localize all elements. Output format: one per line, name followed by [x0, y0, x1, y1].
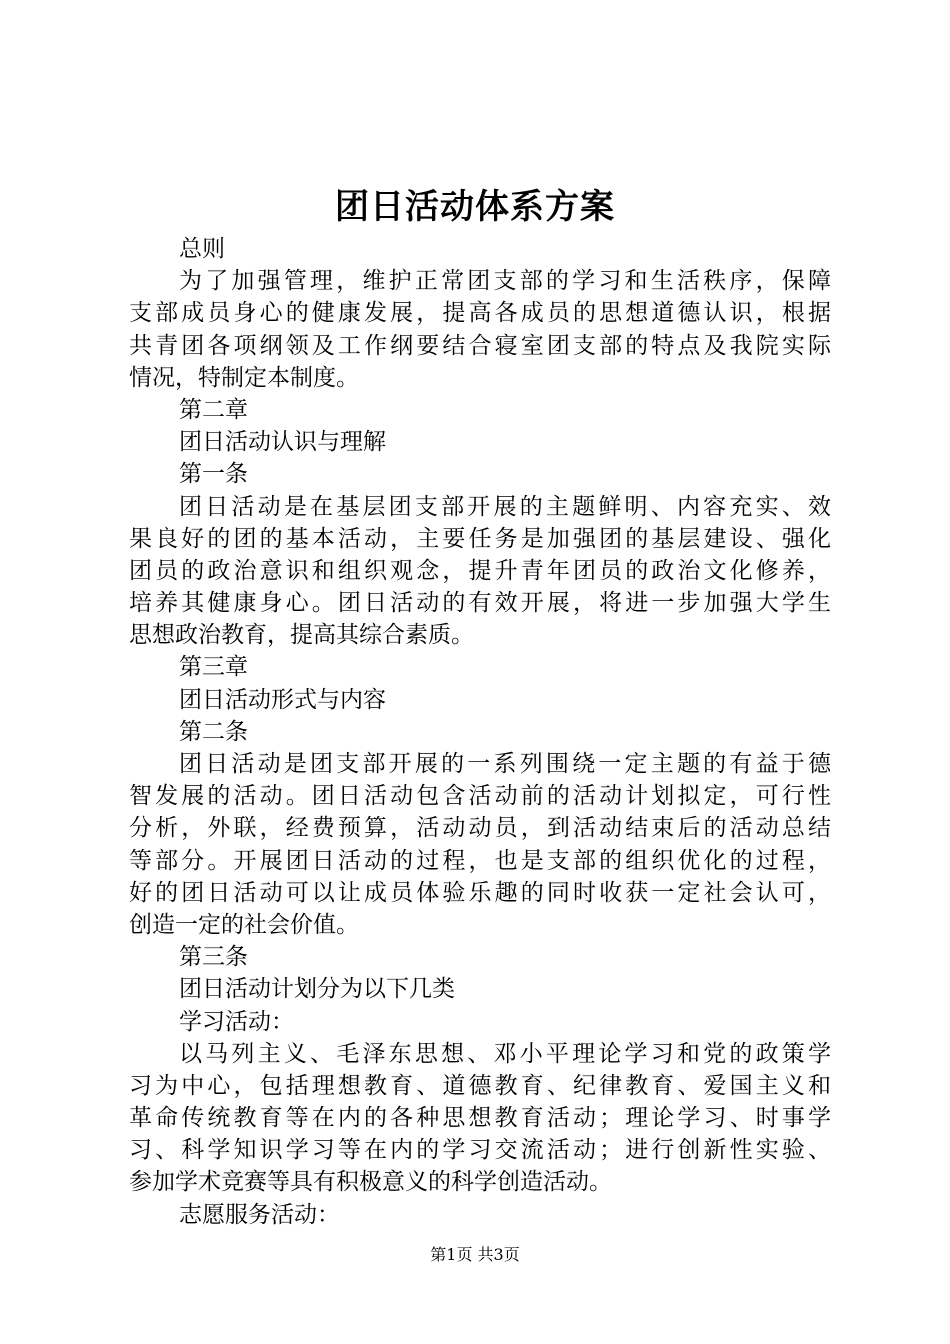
- article-heading: 第二条: [179, 718, 248, 745]
- paragraph-line: 习、科学知识学习等在内的学习交流活动；进行创新性实验、: [129, 1137, 831, 1164]
- paragraph-line: 为了加强管理，维护正常团支部的学习和生活秩序，保障: [179, 268, 831, 295]
- paragraph-line: 革命传统教育等在内的各种思想教育活动；理论学习、时事学: [129, 1105, 831, 1132]
- paragraph-line: 参加学术竞赛等具有积极意义的科学创造活动。: [129, 1169, 612, 1196]
- document-title: 团日活动体系方案: [335, 187, 615, 227]
- chapter-title: 团日活动形式与内容: [179, 686, 386, 713]
- section-heading: 总则: [179, 236, 225, 262]
- article-heading: 第三条: [179, 944, 248, 971]
- paragraph-line: 智发展的活动。团日活动包含活动前的活动计划拟定，可行性: [129, 783, 831, 810]
- document-body: [129, 233, 831, 1231]
- paragraph-line: 等部分。开展团日活动的过程，也是支部的组织优化的过程，: [129, 847, 831, 874]
- paragraph-line: 创造一定的社会价值。: [129, 911, 359, 938]
- paragraph-line: 好的团日活动可以让成员体验乐趣的同时收获一定社会认可，: [129, 879, 831, 906]
- paragraph-line: 支部成员身心的健康发展，提高各成员的思想道德认识，根据: [129, 300, 831, 327]
- page-number: 第1页 共3页: [430, 1245, 520, 1264]
- subsection-heading: 学习活动：: [179, 1008, 294, 1035]
- paragraph-line: 团日活动是团支部开展的一系列围绕一定主题的有益于德: [179, 751, 831, 777]
- paragraph-line: 情况，特制定本制度。: [129, 364, 359, 391]
- paragraph-line: 团员的政治意识和组织观念，提升青年团员的政治文化修养，: [129, 557, 831, 584]
- paragraph-line: 思想政治教育，提高其综合素质。: [129, 622, 474, 649]
- paragraph-line: 共青团各项纲领及工作纲要结合寝室团支部的特点及我院实际: [129, 332, 831, 359]
- paragraph-line: 分析，外联，经费预算，活动动员，到活动结束后的活动总结: [129, 815, 831, 842]
- paragraph-line: 培养其健康身心。团日活动的有效开展，将进一步加强大学生: [129, 590, 831, 617]
- paragraph-line: 习为中心，包括理想教育、道德教育、纪律教育、爱国主义和: [129, 1072, 831, 1099]
- chapter-title: 团日活动认识与理解: [179, 429, 386, 456]
- chapter-heading: 第三章: [179, 654, 248, 681]
- chapter-heading: 第二章: [179, 396, 248, 423]
- subsection-heading: 志愿服务活动：: [179, 1201, 340, 1228]
- paragraph-line: 团日活动是在基层团支部开展的主题鲜明、内容充实、效: [179, 493, 831, 520]
- paragraph-line: 果良好的团的基本活动，主要任务是加强团的基层建设、强化: [129, 525, 831, 552]
- article-title: 团日活动计划分为以下几类: [179, 976, 455, 1003]
- article-heading: 第一条: [179, 461, 248, 488]
- paragraph-line: 以马列主义、毛泽东思想、邓小平理论学习和党的政策学: [179, 1040, 831, 1067]
